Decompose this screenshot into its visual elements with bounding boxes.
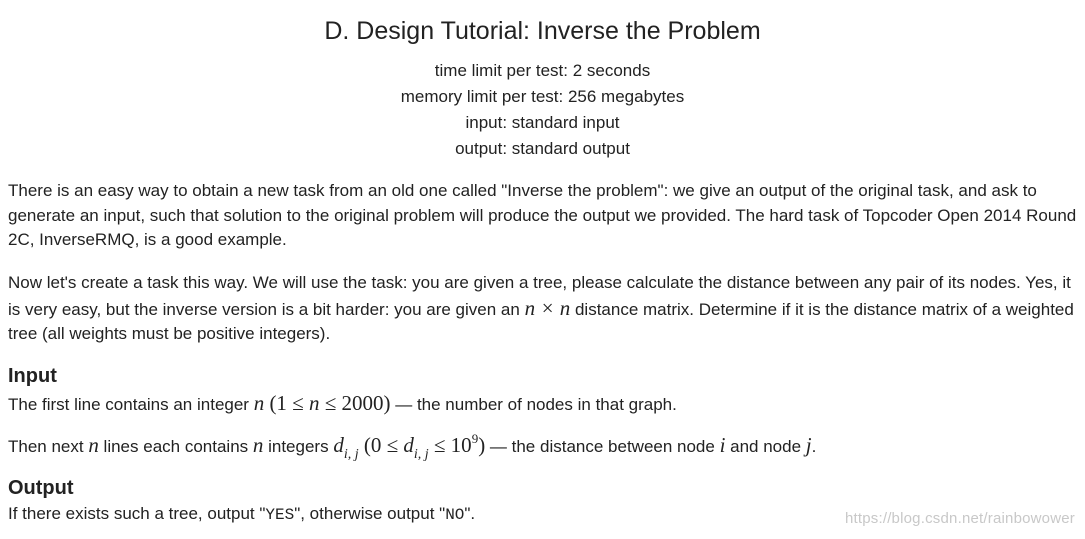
input-line-1-desc: — the number of nodes in that graph. [390,395,677,414]
input-line-2-text: integers [263,437,334,456]
var-j: j [805,433,812,457]
output-heading: Output [8,477,74,499]
bound-close: ) [478,433,486,457]
time-limit: time limit per test: 2 seconds [434,61,651,80]
bound-open: (0 ≤ [358,433,404,457]
var-d: d [403,433,414,457]
input-line-2 [8,432,816,462]
var-n: n [252,433,264,457]
input-line-2-text: and node [725,437,806,456]
no-literal: NO [445,506,465,524]
output-line-text: If there exists such a tree, output " [8,504,266,523]
subscript-ij: i, j [413,447,429,462]
input-line-2-desc: — the distance between node [485,437,720,456]
var-n: n [253,391,265,415]
input-line-2-text: lines each contains [98,437,253,456]
var-i: i [719,433,726,457]
yes-literal: YES [265,506,295,524]
output-type: output: standard output [455,139,630,158]
var-n: n [88,433,99,457]
statement-paragraph-1: There is an easy way to obtain a new task from an old one called "Inverse the problem": we give an output of the original task, and ask to generate an input, such that solution to the original problem will produce the output we provided. The hard task of Topcoder Open 2014 Round 2C, InverseRMQ, is a good example. [8,181,1077,249]
input-line-1 [8,390,677,418]
constraint-close: ≤ 2000) [319,391,391,415]
statement-paragraph-2 [8,271,1083,347]
watermark-url: https://blog.csdn.net/rainbowower [844,510,1075,527]
output-line-text: ", otherwise output " [294,504,446,523]
input-line-1-text: The first line contains an integer [8,395,254,414]
input-type: input: standard input [465,113,620,132]
constraint-open: (1 ≤ [264,391,309,415]
output-line [8,501,475,528]
paragraph-2-text-before: Now let's create a task this way. We will use the task: you are given a tree, please calculate the distance between any pair of its nodes. Yes, it is very easy, but the inverse version is a bit harder: you are given an [8,273,1071,319]
problem-title: D. Design Tutorial: Inverse the Problem [324,17,761,45]
var-d: d [333,433,344,457]
bound-le: ≤ 10 [428,433,472,457]
memory-limit: memory limit per test: 256 megabytes [400,87,685,106]
subscript-ij: i, j [343,447,359,462]
input-heading: Input [8,365,57,387]
input-line-2-text: Then next [8,437,89,456]
exponent: 9 [471,431,479,446]
output-line-end: ". [464,504,476,523]
paragraph-2-text-after: distance matrix. Determine if it is the distance matrix of a weighted tree (all weights must be positive integers). [8,299,1074,343]
var-n: n [308,391,320,415]
matrix-size-math: n × n [524,295,571,320]
input-line-2-end: . [811,437,817,456]
